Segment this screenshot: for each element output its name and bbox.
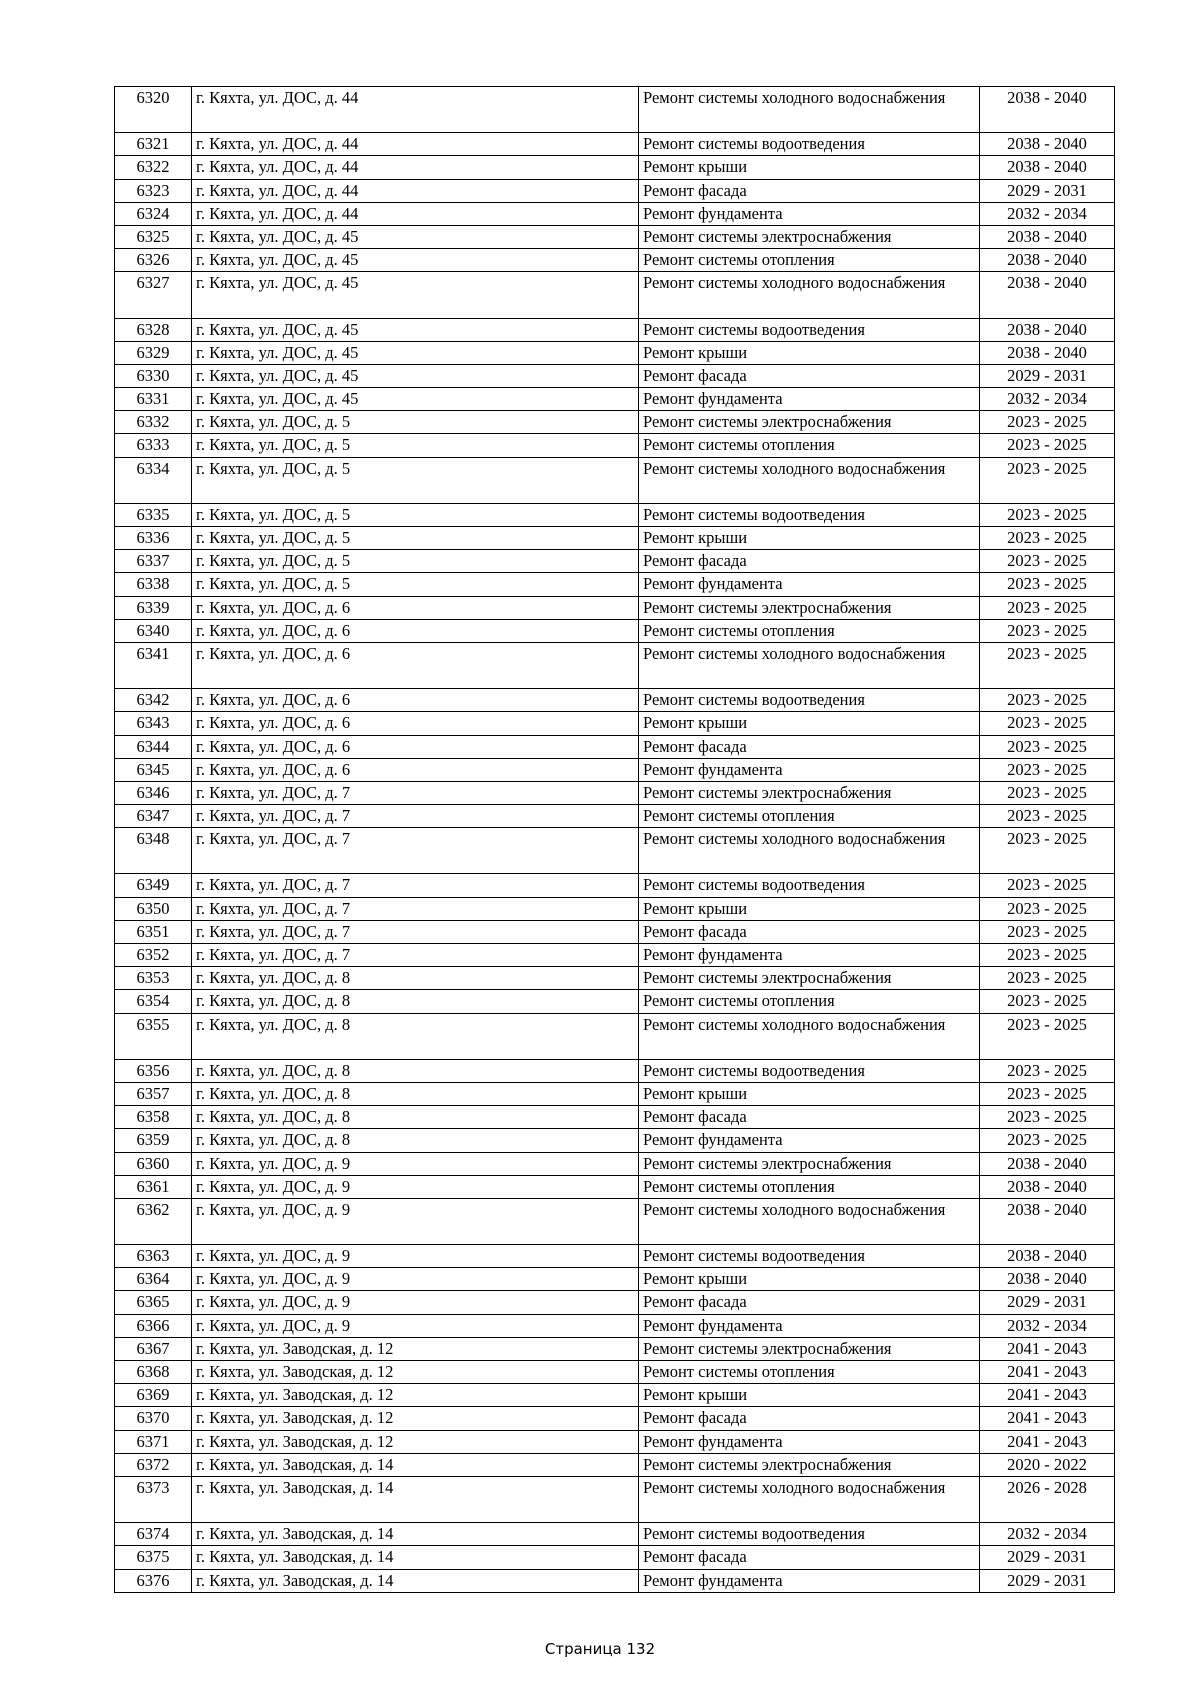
table-row [115, 272, 1115, 318]
period-cell: 2038 - 2040 [980, 272, 1115, 318]
period-cell: 2023 - 2025 [980, 758, 1115, 781]
row-number-cell: 6327 [115, 272, 192, 318]
work-type-cell: Ремонт системы электроснабжения [639, 1337, 980, 1360]
row-number-cell: 6368 [115, 1361, 192, 1384]
table-row [115, 944, 1115, 967]
row-number-cell: 6358 [115, 1106, 192, 1129]
row-number-cell: 6372 [115, 1453, 192, 1476]
row-number-cell: 6351 [115, 920, 192, 943]
table-row [115, 411, 1115, 434]
table-row [115, 874, 1115, 897]
row-number-cell: 6334 [115, 457, 192, 503]
period-cell: 2023 - 2025 [980, 619, 1115, 642]
period-cell: 2038 - 2040 [980, 225, 1115, 248]
table-row [115, 87, 1115, 133]
table-row [115, 202, 1115, 225]
repair-schedule-table [114, 86, 1115, 1593]
work-type-cell: Ремонт крыши [639, 1082, 980, 1105]
period-cell: 2026 - 2028 [980, 1476, 1115, 1522]
period-cell: 2029 - 2031 [980, 1546, 1115, 1569]
table-row [115, 434, 1115, 457]
table-row [115, 503, 1115, 526]
address-cell: г. Кяхта, ул. ДОС, д. 7 [192, 828, 639, 874]
work-type-cell: Ремонт фундамента [639, 573, 980, 596]
period-cell: 2023 - 2025 [980, 596, 1115, 619]
address-cell: г. Кяхта, ул. ДОС, д. 5 [192, 411, 639, 434]
table-row [115, 1013, 1115, 1059]
row-number-cell: 6329 [115, 341, 192, 364]
period-cell: 2023 - 2025 [980, 920, 1115, 943]
table-row [115, 689, 1115, 712]
row-number-cell: 6331 [115, 388, 192, 411]
address-cell: г. Кяхта, ул. Заводская, д. 12 [192, 1384, 639, 1407]
work-type-cell: Ремонт системы водоотведения [639, 874, 980, 897]
table-row [115, 1198, 1115, 1244]
work-type-cell: Ремонт системы отопления [639, 1175, 980, 1198]
address-cell: г. Кяхта, ул. ДОС, д. 8 [192, 1082, 639, 1105]
address-cell: г. Кяхта, ул. ДОС, д. 7 [192, 874, 639, 897]
address-cell: г. Кяхта, ул. Заводская, д. 12 [192, 1430, 639, 1453]
address-cell: г. Кяхта, ул. ДОС, д. 45 [192, 388, 639, 411]
row-number-cell: 6366 [115, 1314, 192, 1337]
table-row [115, 1453, 1115, 1476]
table-row [115, 1245, 1115, 1268]
period-cell: 2023 - 2025 [980, 434, 1115, 457]
table-row [115, 550, 1115, 573]
row-number-cell: 6357 [115, 1082, 192, 1105]
period-cell: 2023 - 2025 [980, 944, 1115, 967]
table-row [115, 1175, 1115, 1198]
period-cell: 2032 - 2034 [980, 1523, 1115, 1546]
work-type-cell: Ремонт системы холодного водоснабжения [639, 642, 980, 688]
period-cell: 2041 - 2043 [980, 1384, 1115, 1407]
period-cell: 2023 - 2025 [980, 805, 1115, 828]
work-type-cell: Ремонт системы отопления [639, 619, 980, 642]
row-number-cell: 6369 [115, 1384, 192, 1407]
row-number-cell: 6335 [115, 503, 192, 526]
row-number-cell: 6345 [115, 758, 192, 781]
address-cell: г. Кяхта, ул. ДОС, д. 8 [192, 990, 639, 1013]
address-cell: г. Кяхта, ул. Заводская, д. 14 [192, 1523, 639, 1546]
page-number: Страница 132 [544, 1640, 656, 1658]
work-type-cell: Ремонт системы водоотведения [639, 1059, 980, 1082]
period-cell: 2041 - 2043 [980, 1407, 1115, 1430]
address-cell: г. Кяхта, ул. ДОС, д. 44 [192, 179, 639, 202]
period-cell: 2023 - 2025 [980, 1106, 1115, 1129]
row-number-cell: 6330 [115, 364, 192, 387]
address-cell: г. Кяхта, ул. ДОС, д. 6 [192, 712, 639, 735]
period-cell: 2029 - 2031 [980, 364, 1115, 387]
address-cell: г. Кяхта, ул. ДОС, д. 6 [192, 619, 639, 642]
row-number-cell: 6353 [115, 967, 192, 990]
period-cell: 2023 - 2025 [980, 1059, 1115, 1082]
address-cell: г. Кяхта, ул. ДОС, д. 6 [192, 735, 639, 758]
work-type-cell: Ремонт фундамента [639, 202, 980, 225]
row-number-cell: 6320 [115, 87, 192, 133]
work-type-cell: Ремонт фасада [639, 550, 980, 573]
address-cell: г. Кяхта, ул. ДОС, д. 8 [192, 1129, 639, 1152]
row-number-cell: 6322 [115, 156, 192, 179]
row-number-cell: 6361 [115, 1175, 192, 1198]
row-number-cell: 6323 [115, 179, 192, 202]
table-row [115, 1314, 1115, 1337]
work-type-cell: Ремонт фасада [639, 920, 980, 943]
period-cell: 2023 - 2025 [980, 457, 1115, 503]
address-cell: г. Кяхта, ул. Заводская, д. 14 [192, 1569, 639, 1592]
table-row [115, 1106, 1115, 1129]
table-row [115, 249, 1115, 272]
period-cell: 2023 - 2025 [980, 527, 1115, 550]
work-type-cell: Ремонт системы холодного водоснабжения [639, 87, 980, 133]
period-cell: 2020 - 2022 [980, 1453, 1115, 1476]
row-number-cell: 6328 [115, 318, 192, 341]
work-type-cell: Ремонт системы холодного водоснабжения [639, 828, 980, 874]
work-type-cell: Ремонт фасада [639, 1546, 980, 1569]
work-type-cell: Ремонт фасада [639, 1291, 980, 1314]
work-type-cell: Ремонт системы водоотведения [639, 318, 980, 341]
period-cell: 2038 - 2040 [980, 341, 1115, 364]
row-number-cell: 6373 [115, 1476, 192, 1522]
row-number-cell: 6354 [115, 990, 192, 1013]
table-row [115, 1430, 1115, 1453]
address-cell: г. Кяхта, ул. ДОС, д. 8 [192, 1059, 639, 1082]
address-cell: г. Кяхта, ул. ДОС, д. 8 [192, 1013, 639, 1059]
address-cell: г. Кяхта, ул. ДОС, д. 5 [192, 573, 639, 596]
work-type-cell: Ремонт системы холодного водоснабжения [639, 457, 980, 503]
period-cell: 2023 - 2025 [980, 1082, 1115, 1105]
row-number-cell: 6356 [115, 1059, 192, 1082]
work-type-cell: Ремонт фасада [639, 1106, 980, 1129]
address-cell: г. Кяхта, ул. ДОС, д. 7 [192, 781, 639, 804]
address-cell: г. Кяхта, ул. ДОС, д. 45 [192, 272, 639, 318]
row-number-cell: 6344 [115, 735, 192, 758]
address-cell: г. Кяхта, ул. Заводская, д. 14 [192, 1476, 639, 1522]
address-cell: г. Кяхта, ул. ДОС, д. 5 [192, 503, 639, 526]
row-number-cell: 6339 [115, 596, 192, 619]
work-type-cell: Ремонт системы водоотведения [639, 503, 980, 526]
address-cell: г. Кяхта, ул. ДОС, д. 5 [192, 457, 639, 503]
row-number-cell: 6343 [115, 712, 192, 735]
row-number-cell: 6362 [115, 1198, 192, 1244]
table-row [115, 527, 1115, 550]
period-cell: 2038 - 2040 [980, 1245, 1115, 1268]
address-cell: г. Кяхта, ул. ДОС, д. 9 [192, 1268, 639, 1291]
row-number-cell: 6376 [115, 1569, 192, 1592]
work-type-cell: Ремонт системы отопления [639, 990, 980, 1013]
row-number-cell: 6367 [115, 1337, 192, 1360]
table-row [115, 642, 1115, 688]
table-row [115, 990, 1115, 1013]
table-row [115, 1152, 1115, 1175]
work-type-cell: Ремонт крыши [639, 712, 980, 735]
address-cell: г. Кяхта, ул. ДОС, д. 44 [192, 156, 639, 179]
address-cell: г. Кяхта, ул. ДОС, д. 45 [192, 249, 639, 272]
period-cell: 2029 - 2031 [980, 1291, 1115, 1314]
work-type-cell: Ремонт системы отопления [639, 805, 980, 828]
period-cell: 2032 - 2034 [980, 388, 1115, 411]
address-cell: г. Кяхта, ул. ДОС, д. 9 [192, 1175, 639, 1198]
table-row [115, 156, 1115, 179]
period-cell: 2032 - 2034 [980, 202, 1115, 225]
period-cell: 2023 - 2025 [980, 550, 1115, 573]
row-number-cell: 6321 [115, 133, 192, 156]
period-cell: 2023 - 2025 [980, 967, 1115, 990]
table-row [115, 1082, 1115, 1105]
work-type-cell: Ремонт фасада [639, 735, 980, 758]
address-cell: г. Кяхта, ул. ДОС, д. 6 [192, 758, 639, 781]
table-row [115, 573, 1115, 596]
work-type-cell: Ремонт крыши [639, 156, 980, 179]
table-row [115, 1384, 1115, 1407]
address-cell: г. Кяхта, ул. ДОС, д. 8 [192, 1106, 639, 1129]
table-body [115, 87, 1115, 1593]
table-row [115, 1546, 1115, 1569]
table-row [115, 805, 1115, 828]
row-number-cell: 6359 [115, 1129, 192, 1152]
period-cell: 2023 - 2025 [980, 990, 1115, 1013]
row-number-cell: 6348 [115, 828, 192, 874]
table-row [115, 364, 1115, 387]
period-cell: 2023 - 2025 [980, 689, 1115, 712]
row-number-cell: 6324 [115, 202, 192, 225]
table-row [115, 133, 1115, 156]
period-cell: 2041 - 2043 [980, 1337, 1115, 1360]
period-cell: 2023 - 2025 [980, 573, 1115, 596]
table-row [115, 1268, 1115, 1291]
period-cell: 2023 - 2025 [980, 411, 1115, 434]
work-type-cell: Ремонт фундамента [639, 1314, 980, 1337]
address-cell: г. Кяхта, ул. ДОС, д. 9 [192, 1291, 639, 1314]
address-cell: г. Кяхта, ул. ДОС, д. 5 [192, 434, 639, 457]
period-cell: 2029 - 2031 [980, 179, 1115, 202]
address-cell: г. Кяхта, ул. ДОС, д. 9 [192, 1152, 639, 1175]
work-type-cell: Ремонт системы отопления [639, 434, 980, 457]
period-cell: 2041 - 2043 [980, 1430, 1115, 1453]
row-number-cell: 6337 [115, 550, 192, 573]
row-number-cell: 6363 [115, 1245, 192, 1268]
period-cell: 2023 - 2025 [980, 642, 1115, 688]
work-type-cell: Ремонт системы водоотведения [639, 133, 980, 156]
table-row [115, 1361, 1115, 1384]
work-type-cell: Ремонт фундамента [639, 1129, 980, 1152]
table-row [115, 179, 1115, 202]
work-type-cell: Ремонт фасада [639, 364, 980, 387]
work-type-cell: Ремонт крыши [639, 527, 980, 550]
table-row [115, 1523, 1115, 1546]
period-cell: 2029 - 2031 [980, 1569, 1115, 1592]
work-type-cell: Ремонт системы водоотведения [639, 1245, 980, 1268]
work-type-cell: Ремонт фундамента [639, 1569, 980, 1592]
address-cell: г. Кяхта, ул. ДОС, д. 7 [192, 897, 639, 920]
work-type-cell: Ремонт крыши [639, 341, 980, 364]
work-type-cell: Ремонт системы электроснабжения [639, 1453, 980, 1476]
row-number-cell: 6341 [115, 642, 192, 688]
period-cell: 2038 - 2040 [980, 133, 1115, 156]
period-cell: 2023 - 2025 [980, 712, 1115, 735]
row-number-cell: 6346 [115, 781, 192, 804]
work-type-cell: Ремонт крыши [639, 1384, 980, 1407]
work-type-cell: Ремонт фундамента [639, 1430, 980, 1453]
address-cell: г. Кяхта, ул. ДОС, д. 9 [192, 1245, 639, 1268]
address-cell: г. Кяхта, ул. ДОС, д. 45 [192, 225, 639, 248]
period-cell: 2023 - 2025 [980, 781, 1115, 804]
work-type-cell: Ремонт системы холодного водоснабжения [639, 1476, 980, 1522]
table-row [115, 897, 1115, 920]
address-cell: г. Кяхта, ул. ДОС, д. 9 [192, 1314, 639, 1337]
address-cell: г. Кяхта, ул. ДОС, д. 6 [192, 642, 639, 688]
address-cell: г. Кяхта, ул. ДОС, д. 5 [192, 550, 639, 573]
work-type-cell: Ремонт системы электроснабжения [639, 781, 980, 804]
table-row [115, 318, 1115, 341]
table-row [115, 920, 1115, 943]
row-number-cell: 6375 [115, 1546, 192, 1569]
table-row [115, 457, 1115, 503]
table-row [115, 1129, 1115, 1152]
work-type-cell: Ремонт фундамента [639, 758, 980, 781]
address-cell: г. Кяхта, ул. ДОС, д. 45 [192, 364, 639, 387]
row-number-cell: 6347 [115, 805, 192, 828]
address-cell: г. Кяхта, ул. ДОС, д. 7 [192, 805, 639, 828]
row-number-cell: 6340 [115, 619, 192, 642]
row-number-cell: 6370 [115, 1407, 192, 1430]
row-number-cell: 6364 [115, 1268, 192, 1291]
period-cell: 2038 - 2040 [980, 318, 1115, 341]
address-cell: г. Кяхта, ул. Заводская, д. 14 [192, 1546, 639, 1569]
work-type-cell: Ремонт системы электроснабжения [639, 967, 980, 990]
row-number-cell: 6360 [115, 1152, 192, 1175]
address-cell: г. Кяхта, ул. ДОС, д. 7 [192, 944, 639, 967]
period-cell: 2038 - 2040 [980, 249, 1115, 272]
address-cell: г. Кяхта, ул. Заводская, д. 14 [192, 1453, 639, 1476]
address-cell: г. Кяхта, ул. ДОС, д. 44 [192, 87, 639, 133]
period-cell: 2038 - 2040 [980, 1152, 1115, 1175]
period-cell: 2032 - 2034 [980, 1314, 1115, 1337]
row-number-cell: 6336 [115, 527, 192, 550]
address-cell: г. Кяхта, ул. ДОС, д. 7 [192, 920, 639, 943]
row-number-cell: 6350 [115, 897, 192, 920]
work-type-cell: Ремонт системы электроснабжения [639, 596, 980, 619]
row-number-cell: 6333 [115, 434, 192, 457]
row-number-cell: 6326 [115, 249, 192, 272]
period-cell: 2023 - 2025 [980, 828, 1115, 874]
period-cell: 2038 - 2040 [980, 156, 1115, 179]
address-cell: г. Кяхта, ул. ДОС, д. 6 [192, 689, 639, 712]
address-cell: г. Кяхта, ул. Заводская, д. 12 [192, 1407, 639, 1430]
address-cell: г. Кяхта, ул. ДОС, д. 5 [192, 527, 639, 550]
address-cell: г. Кяхта, ул. Заводская, д. 12 [192, 1361, 639, 1384]
address-cell: г. Кяхта, ул. Заводская, д. 12 [192, 1337, 639, 1360]
row-number-cell: 6352 [115, 944, 192, 967]
period-cell: 2023 - 2025 [980, 897, 1115, 920]
address-cell: г. Кяхта, ул. ДОС, д. 44 [192, 202, 639, 225]
work-type-cell: Ремонт крыши [639, 1268, 980, 1291]
address-cell: г. Кяхта, ул. ДОС, д. 45 [192, 318, 639, 341]
row-number-cell: 6332 [115, 411, 192, 434]
address-cell: г. Кяхта, ул. ДОС, д. 9 [192, 1198, 639, 1244]
row-number-cell: 6342 [115, 689, 192, 712]
table-row [115, 388, 1115, 411]
work-type-cell: Ремонт системы электроснабжения [639, 225, 980, 248]
period-cell: 2023 - 2025 [980, 735, 1115, 758]
work-type-cell: Ремонт фасада [639, 1407, 980, 1430]
table-row [115, 1407, 1115, 1430]
table-row [115, 1059, 1115, 1082]
table-row [115, 1291, 1115, 1314]
work-type-cell: Ремонт системы электроснабжения [639, 411, 980, 434]
period-cell: 2023 - 2025 [980, 874, 1115, 897]
table-row [115, 828, 1115, 874]
address-cell: г. Кяхта, ул. ДОС, д. 44 [192, 133, 639, 156]
row-number-cell: 6325 [115, 225, 192, 248]
period-cell: 2038 - 2040 [980, 1175, 1115, 1198]
row-number-cell: 6349 [115, 874, 192, 897]
work-type-cell: Ремонт системы холодного водоснабжения [639, 272, 980, 318]
address-cell: г. Кяхта, ул. ДОС, д. 45 [192, 341, 639, 364]
work-type-cell: Ремонт системы холодного водоснабжения [639, 1013, 980, 1059]
table-row [115, 619, 1115, 642]
table-row [115, 735, 1115, 758]
period-cell: 2038 - 2040 [980, 1268, 1115, 1291]
period-cell: 2023 - 2025 [980, 503, 1115, 526]
period-cell: 2041 - 2043 [980, 1361, 1115, 1384]
table-row [115, 712, 1115, 735]
table-row [115, 1337, 1115, 1360]
work-type-cell: Ремонт фундамента [639, 388, 980, 411]
work-type-cell: Ремонт фасада [639, 179, 980, 202]
work-type-cell: Ремонт системы отопления [639, 1361, 980, 1384]
row-number-cell: 6338 [115, 573, 192, 596]
table-row [115, 596, 1115, 619]
work-type-cell: Ремонт системы отопления [639, 249, 980, 272]
period-cell: 2023 - 2025 [980, 1013, 1115, 1059]
row-number-cell: 6374 [115, 1523, 192, 1546]
row-number-cell: 6365 [115, 1291, 192, 1314]
work-type-cell: Ремонт системы электроснабжения [639, 1152, 980, 1175]
address-cell: г. Кяхта, ул. ДОС, д. 6 [192, 596, 639, 619]
row-number-cell: 6355 [115, 1013, 192, 1059]
table-row [115, 1476, 1115, 1522]
period-cell: 2038 - 2040 [980, 1198, 1115, 1244]
work-type-cell: Ремонт системы водоотведения [639, 1523, 980, 1546]
table-row [115, 781, 1115, 804]
work-type-cell: Ремонт системы водоотведения [639, 689, 980, 712]
address-cell: г. Кяхта, ул. ДОС, д. 8 [192, 967, 639, 990]
period-cell: 2023 - 2025 [980, 1129, 1115, 1152]
table-row [115, 758, 1115, 781]
period-cell: 2038 - 2040 [980, 87, 1115, 133]
work-type-cell: Ремонт крыши [639, 897, 980, 920]
row-number-cell: 6371 [115, 1430, 192, 1453]
work-type-cell: Ремонт системы холодного водоснабжения [639, 1198, 980, 1244]
table-row [115, 1569, 1115, 1592]
table-row [115, 967, 1115, 990]
work-type-cell: Ремонт фундамента [639, 944, 980, 967]
table-row [115, 341, 1115, 364]
table-row [115, 225, 1115, 248]
